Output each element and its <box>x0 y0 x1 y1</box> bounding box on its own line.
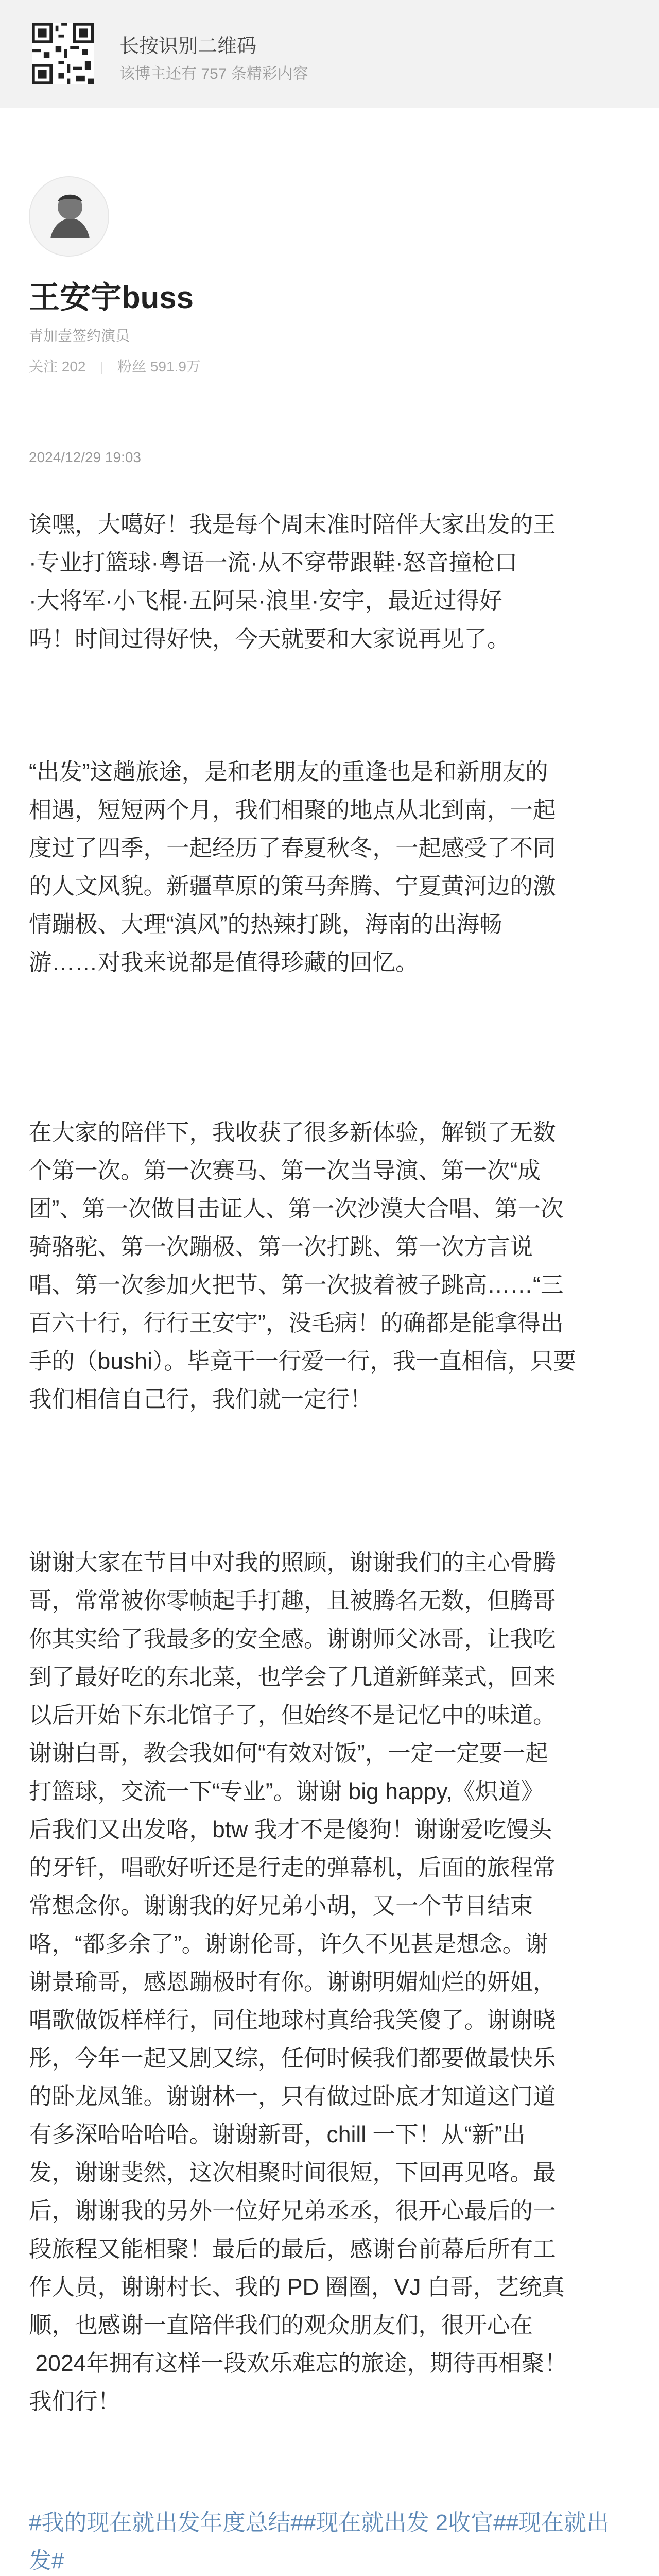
avatar-photo-icon <box>30 177 108 256</box>
post-line: 度过了四季，一起经历了春夏秋冬，一起感受了不同 <box>29 836 556 861</box>
post-line: 吗！时间过得好快，今天就要和大家说再见了。 <box>29 626 510 652</box>
post-line: 骑骆驼、第一次蹦极、第一次打跳、第一次方言说 <box>29 1234 533 1260</box>
post-line: 咯，“都多余了”。谢谢伦哥，许久不见甚是想念。谢 <box>29 1931 548 1957</box>
author-name[interactable]: 王安宇buss <box>29 280 194 315</box>
post-line: 以后开始下东北馆子了，但始终不是记忆中的味道。 <box>29 1703 556 1728</box>
post-line: 百六十行，行行王安宇”，没毛病！的确都是能拿得出 <box>29 1311 564 1336</box>
post-line: 我们相信自己行，我们就一定行！ <box>29 1387 373 1412</box>
qr-code-small[interactable] <box>32 23 94 84</box>
post-line: 情蹦极、大理“滇风”的热辣打跳，海南的出海畅 <box>29 912 502 937</box>
post-line: 个第一次。第一次赛马、第一次当导演、第一次“成 <box>29 1158 541 1183</box>
post-line: 彤，今年一起又剧又综，任何时候我们都要做最快乐 <box>29 2046 556 2071</box>
post-line: 顺，也感谢一直陪伴我们的观众朋友们，很开心在 <box>29 2313 533 2338</box>
post-line: 谢景瑜哥，感恩蹦极时有你。谢谢明媚灿烂的妍姐， <box>29 1970 556 1995</box>
qr-code-icon <box>32 23 94 84</box>
banner-title: 长按识别二维码 <box>119 36 257 57</box>
post-line: 有多深哈哈哈哈。谢谢新哥，chill 一下！从“新”出 <box>29 2122 526 2147</box>
stats-divider <box>101 362 102 374</box>
post-line: 后我们又出发咯，btw 我才不是傻狗！谢谢爱吃馒头 <box>29 1817 552 1842</box>
post-line: 作人员，谢谢村长、我的 PD 圈圈，VJ 白哥，艺统真 <box>29 2275 565 2300</box>
top-banner <box>0 0 659 108</box>
post-line: 哥，常常被你零帧起手打趣，且被腾名无数，但腾哥 <box>29 1588 556 1614</box>
post-line: 谢谢大家在节目中对我的照顾，谢谢我们的主心骨腾 <box>29 1550 556 1575</box>
post-line: 团”、第一次做目击证人、第一次沙漠大合唱、第一次 <box>29 1196 564 1222</box>
post-line: 我们行！ <box>29 2389 121 2414</box>
profile-stats <box>29 355 201 376</box>
followers-count[interactable]: 粉丝 591.9万 <box>117 359 201 375</box>
post-line: 后，谢谢我的另外一位好兄弟丞丞，很开心最后的一 <box>29 2198 556 2224</box>
post-line: 到了最好吃的东北菜，也学会了几道新鲜菜式，回来 <box>29 1665 556 1690</box>
post-line: 的人文风貌。新疆草原的策马奔腾、宁夏黄河边的激 <box>29 874 556 899</box>
following-count[interactable]: 关注 202 <box>29 359 86 375</box>
post-tags[interactable]: #我的现在就出发年度总结##现在就出发 2收官##现在就出发# <box>29 2510 610 2573</box>
post-line: 游……对我来说都是值得珍藏的回忆。 <box>29 950 419 975</box>
post-line: 在大家的陪伴下，我收获了很多新体验，解锁了无数 <box>29 1120 556 1145</box>
post-line: 诶嘿，大噶好！我是每个周末准时陪伴大家出发的王 <box>29 512 556 537</box>
post-line: 2024年拥有这样一段欢乐难忘的旅途，期待再相聚！ <box>29 2351 567 2376</box>
post-line: ·专业打篮球·粤语一流·从不穿带跟鞋·怒音撞枪口 <box>29 550 518 575</box>
post-line: 谢谢白哥，教会我如何“有效对饭”，一定一定要一起 <box>29 1741 548 1766</box>
post-line: 的牙钎，唱歌好听还是行走的弹幕机，后面的旅程常 <box>29 1855 556 1880</box>
post-line: 唱、第一次参加火把节、第一次披着被子跳高……“三 <box>29 1273 564 1298</box>
post-line: 段旅程又能相聚！最后的最后，感谢台前幕后所有工 <box>29 2236 556 2262</box>
banner-subtitle: 该博主还有 757 条精彩内容 <box>119 65 308 82</box>
avatar[interactable] <box>29 176 109 257</box>
post-date: 2024/12/29 19:03 <box>29 449 141 465</box>
post-line: 常想念你。谢谢我的好兄弟小胡，又一个节目结束 <box>29 1893 533 1919</box>
post-line: 发，谢谢斐然，这次相聚时间很短，下回再见咯。最 <box>29 2160 556 2185</box>
post-line: 的卧龙凤雏。谢谢林一，只有做过卧底才知道这门道 <box>29 2084 556 2109</box>
post-line: 打篮球，交流一下“专业”。谢谢 big happy,《炽道》 <box>29 1779 544 1804</box>
post-line: 相遇，短短两个月，我们相聚的地点从北到南，一起 <box>29 798 556 823</box>
post-line: “出发”这趟旅途，是和老朋友的重逢也是和新朋友的 <box>29 759 548 785</box>
post-line: 唱歌做饭样样行，同住地球村真给我笑傻了。谢谢晓 <box>29 2008 556 2033</box>
post-line: 手的（bushi）。毕竟干一行爱一行，我一直相信，只要 <box>29 1349 577 1374</box>
post-line: 你其实给了我最多的安全感。谢谢师父冰哥，让我吃 <box>29 1626 556 1652</box>
verify-text: 青加壹签约演员 <box>29 328 130 344</box>
post-line: ·大将军·小飞棍·五阿呆·浪里·安宇，最近过得好 <box>29 588 502 614</box>
